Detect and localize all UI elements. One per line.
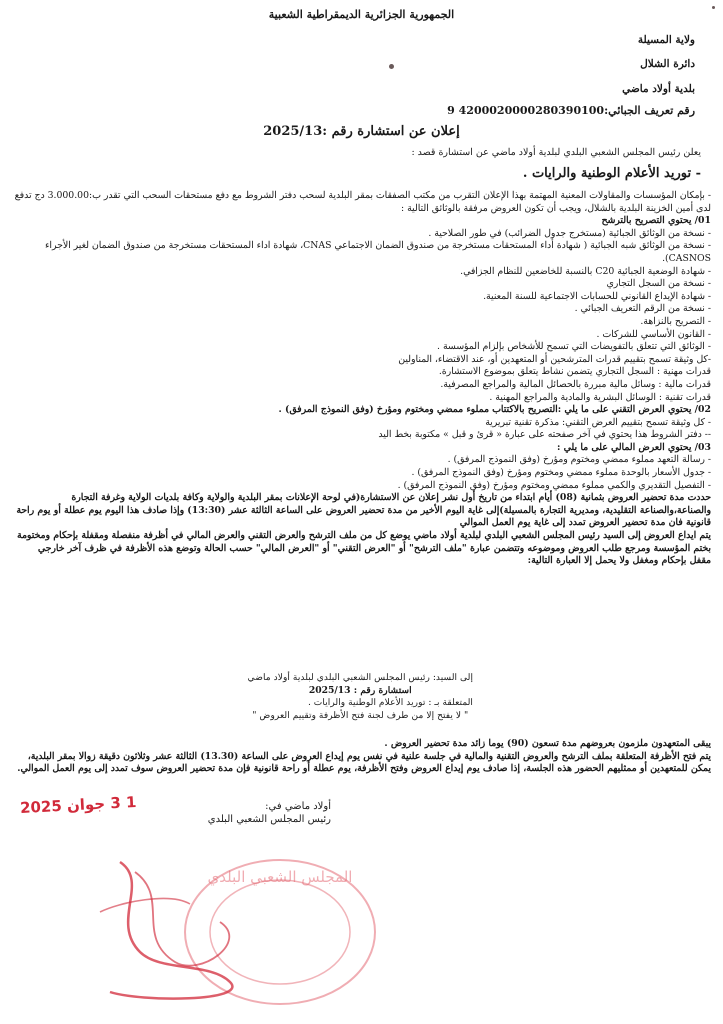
list-item: - رسالة التعهد مملوء ممضي ومختوم ومؤرخ (وفق النموذج المرفق) .	[447, 454, 711, 466]
list-item: -كل وثيقة تسمح بتقييم قدرات المترشحين أو المتعهدين أو، عند الاقتضاء، المناولين	[398, 353, 711, 365]
opening-paragraph: يتم فتح الأظرفة المتعلقة بملف الترشح والعروض التقنية والمالية في جلسة علنية في نفس يوم إيداع العروض على الساعة (13.30) الثالثة عشر وثلاثون دقيقة زوالا بمقر البلدية، يمكن للمتعهدين أو ممثليهم الحضور هذه الجلسة، إذا صادف يوم إيداع العروض وفتح الأظرفة، يوم عطلة أو راحة قانونية فإن مدة تحضير العروض سوف تمدد إلى يوم العمل الموالي.	[17, 750, 711, 775]
body-paragraph-intro: - بإمكان المؤسسات والمقاولات المعنية المهتمة بهذا الإعلان التقرب من مكتب الصفقات بمقر البلدية لسحب دفتر الشروط مع دفع مستحقات السحب التي تقدر ب:3.000.00 دج تدفع لدى أمين الخزينة البلدية بالشلال، ويجب أن تكون العروض مرفقة بالوثائق التالية :	[14, 190, 711, 214]
wilaya-line: ولاية المسيلة	[637, 34, 695, 46]
list-item: قدرات تقنية : الوسائل البشرية والمادية والمراجع المهنية .	[489, 391, 711, 403]
republic-header: الجمهورية الجزائرية الديمقراطية الشعبية	[268, 8, 455, 21]
list-item: - شهادة الإيداع القانوني للحسابات الاجتماعية للسنة المعنية.	[483, 290, 711, 302]
list-item: - التصريح بالنزاهة.	[640, 315, 711, 327]
daira-line: دائرة الشلال	[640, 58, 695, 70]
list-item: - نسخة من السجل التجاري	[606, 278, 711, 290]
intro-line: يعلن رئيس المجلس الشعبي البلدي لبلدية أولاد ماضي عن استشارة قصد :	[411, 147, 701, 158]
ink-dot	[389, 64, 394, 69]
envelope-block	[248, 672, 473, 722]
envelope-subject: المتعلقة بـ : توريد الأعلام الوطنية والرايات .	[307, 697, 473, 708]
page-title: إعلان عن استشارة رقم :2025/13	[263, 124, 460, 139]
signature-place: أولاد ماضي في:	[265, 801, 331, 812]
closing-text	[14, 738, 711, 776]
ink-dot-corner	[712, 6, 715, 9]
list-item: - نسخة من الوثائق شبه الجبائية ( شهادة أداء المستحقات مستخرجة من صندوق الضمان الاجتماعي CNAS، شهادة اداء المستحقات مستخرجة من صندوق الضمان لغير الأجراء CASNOS).	[44, 240, 711, 264]
heading-01: 01/ يحتوي التصريح بالترشح	[601, 215, 711, 227]
signature-block	[208, 800, 331, 826]
list-item: - نسخة من الوثائق الجبائية (مستخرج جدول الضرائب) في طور الصلاحية .	[428, 227, 711, 239]
seal-text: المجلس الشعبي البلدي	[207, 868, 353, 886]
deposit-paragraph: يتم ايداع العروض إلى السيد رئيس المجلس الشعبي البلدي لبلدية أولاد ماضي يوضع كل من ملف الترشح والعرض التقني والعرض المالي في أظرفة منفصلة ومقفلة بإحكام ومختومة بختم المؤسسة ومرجع طلب العروض وموضوعه وتتضمن عبارة "ملف الترشح" أو "العرض التقني" أو "العرض المالي" حسب الحالة وتوضع هذه الأظرفة في ظرف آخر خارجي مقفل بإحكام ومغفل ولا يحمل إلا العبارة التالية:	[16, 530, 711, 567]
heading-02: 02/ يحتوي العرض التقني على ما يلي :التصريح بالاكتتاب مملوء ممضي ومختوم ومؤرخ (وفق النموذج المرفق) .	[278, 404, 711, 416]
list-item: - كل وثيقة تسمح بتقييم العرض التقني: مذكرة تقنية تبريرية	[485, 416, 711, 428]
tax-id-line: رقم تعريف الجبائي:4200020000280390100 9	[447, 104, 695, 117]
seal-ring-inner	[210, 880, 350, 984]
envelope-to: إلى السيد: رئيس المجلس الشعبي البلدي لبلدية أولاد ماضي	[247, 672, 473, 683]
date-stamp: 1 3 جوان 2025	[19, 792, 137, 818]
section-heading: - توريد الأعلام الوطنية والرايات .	[522, 166, 701, 181]
list-item: قدرات مهنية : السجل التجاري يتضمن نشاط يتعلق بموضوع الاستشارة.	[438, 366, 711, 378]
official-seal	[80, 842, 380, 1016]
commune-line: بلدية أولاد ماضي	[622, 83, 695, 95]
signature-flourish	[100, 899, 190, 912]
list-item: - جدول الأسعار بالوحدة مملوء ممضي ومختوم ومؤرخ (وفق النموذج المرفق) .	[411, 467, 711, 479]
heading-03: 03/ يحتوي العرض المالي على ما يلي :	[557, 441, 711, 453]
envelope-ref: استشارة رقم : 2025/13	[308, 684, 412, 696]
validity-paragraph: يبقى المتعهدون ملزمون بعروضهم مدة تسعون (90) يوما زائد مدة تحضير العروض .	[384, 738, 711, 749]
list-item: - القانون الأساسي للشركات .	[596, 328, 711, 340]
signature-role: رئيس المجلس الشعبي البلدي	[207, 814, 331, 825]
seal-graphic	[80, 842, 380, 1012]
list-item: - نسخة من الرقم التعريف الجبائي .	[574, 303, 711, 315]
list-item: -- دفتر الشروط هذا يحتوي في آخر صفحته على عبارة « قرئ و قبل » مكتوبة بخط اليد	[378, 429, 711, 441]
list-item: - التفصيل التقديري والكمي مملوء ممضي ومختوم ومؤرخ (وفق النموذج المرفق) .	[397, 479, 711, 491]
body-text	[14, 190, 711, 568]
list-item: قدرات مالية : وسائل مالية مبررة بالحصائل المالية والمراجع المصرفية.	[440, 378, 711, 390]
list-item: - الوثائق التي تتعلق بالتفويضات التي تسمح للأشخاص بإلزام المؤسسة .	[437, 341, 711, 353]
list-item: - شهادة الوضعية الجبائية C20 بالنسبة للخاضعين للنظام الجزافي.	[460, 265, 711, 277]
duration-paragraph: حددت مدة تحضير العروض بثمانية (08) أيام ابتداء من تاريخ أول نشر إعلان عن الاستشارة(في لوحة الإعلانات بمقر البلدية والولاية وكافة بلديات الولاية وغرفة التجارة والصناعة،والصناعة التقليدية، ومديرية التجارة بالمسيلة)إلى غاية اليوم الأخير من مدة تحضير العروض على الساعة الثالثة عشر (13:30) وإذا صادف هذا اليوم يوم عطلة أو يوم راحة قانونية فان مدة تحضير العروض تمدد إلى غاية يوم العمل الموالي	[16, 492, 711, 529]
envelope-note: " لا يفتح إلا من طرف لجنة فتح الأظرفة وتقييم العروض "	[252, 709, 469, 721]
